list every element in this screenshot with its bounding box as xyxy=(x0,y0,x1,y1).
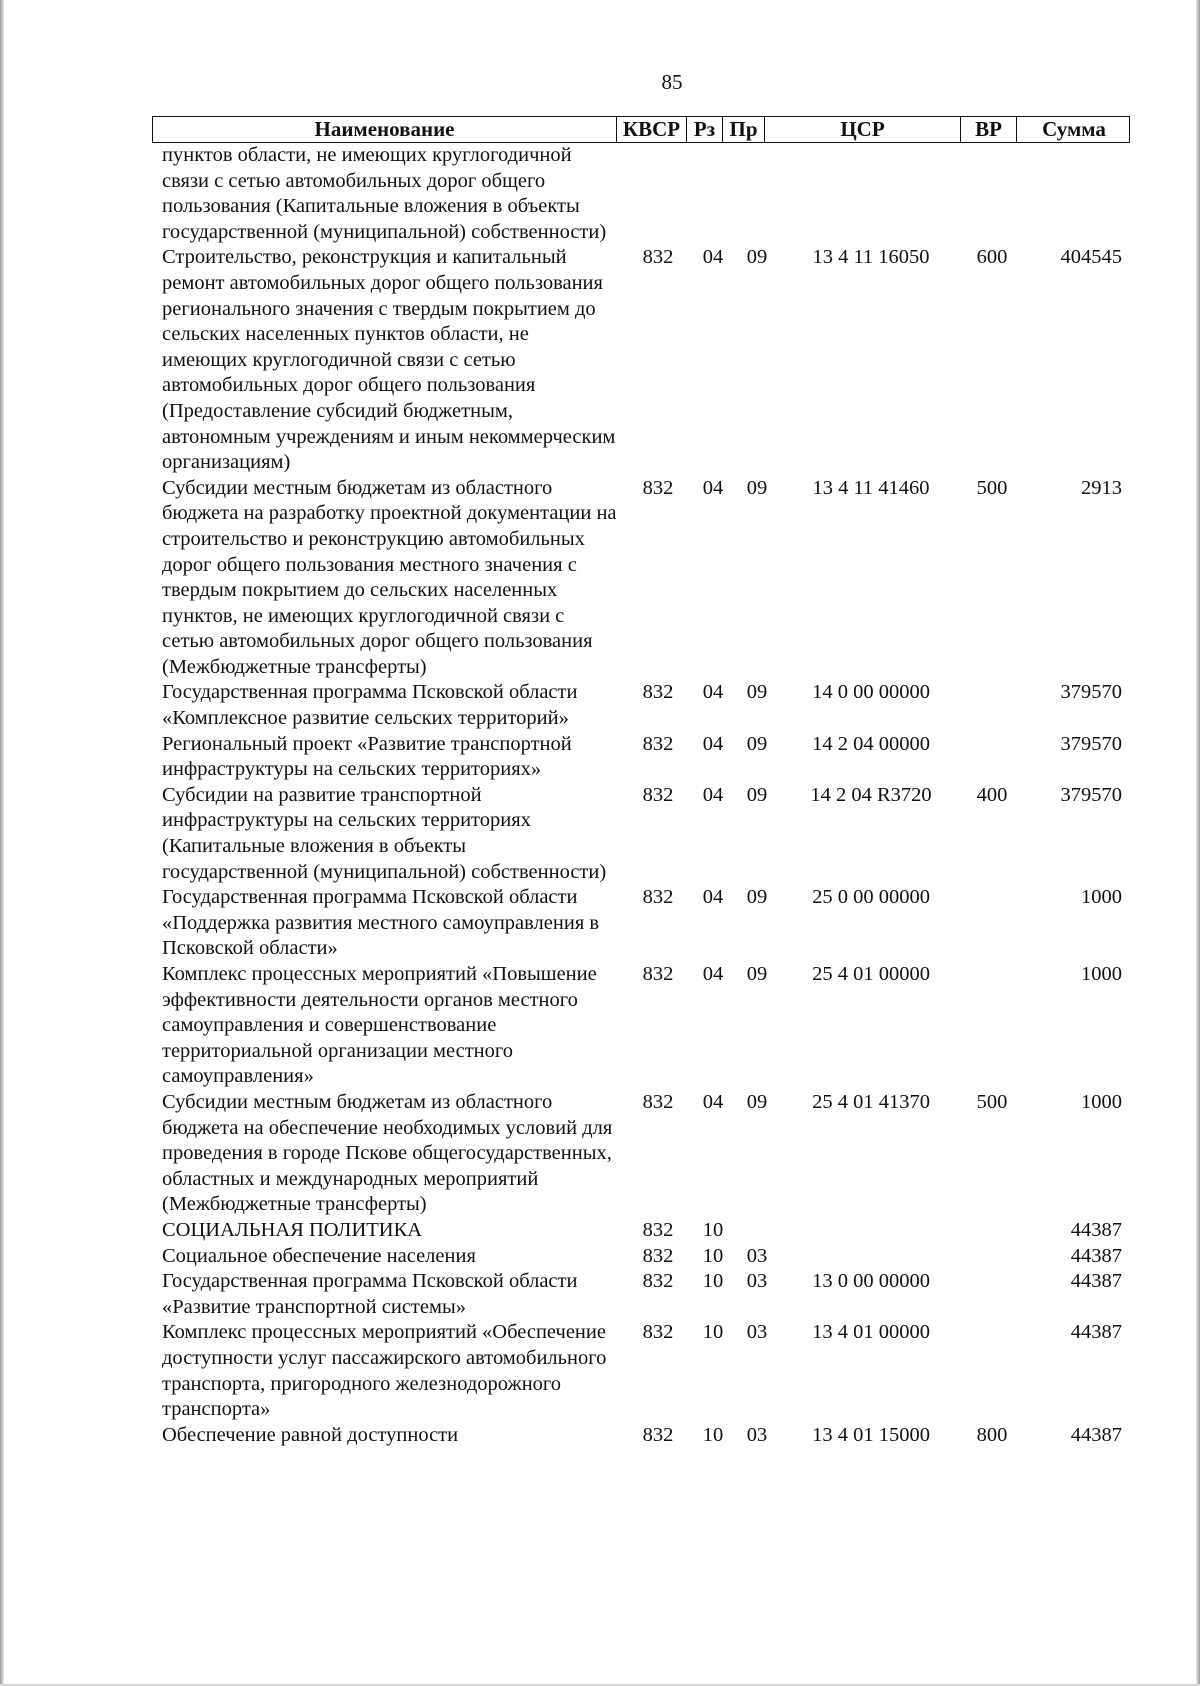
row-name: Субсидии местным бюджетам из областного бюджета на разработку проектной документации на строительство и реконструкцию автомобильных дорог общего пользования местного значения с твердым покрытием до сельских населенных пунктов, не имеющих круглогодичной связи с сетью автомобильных дорог общего пользования (Межбюджетные трансферты) xyxy=(162,476,617,678)
table-row xyxy=(0,680,1200,731)
table-row xyxy=(0,1269,1200,1320)
row-kvsr: 832 xyxy=(642,963,674,985)
table-row xyxy=(0,962,1200,1090)
table-row xyxy=(0,783,1200,885)
row-sum: 379570 xyxy=(1060,732,1122,755)
row-pr: 09 xyxy=(746,783,768,806)
row-csr: 13 0 00 00000 xyxy=(812,1270,930,1293)
header-rz: Рз xyxy=(687,117,723,142)
table-row xyxy=(0,143,1200,245)
row-pr: 09 xyxy=(746,732,768,755)
table-body xyxy=(0,143,1200,1448)
table-row xyxy=(0,1423,1200,1449)
row-vr: 600 xyxy=(976,246,1008,269)
row-name: Обеспечение равной доступности xyxy=(162,1423,459,1446)
row-pr: 09 xyxy=(746,963,768,985)
row-name: Строительство, реконструкция и капитальный ремонт автомобильных дорог общего пользования регионального значения с твердым покрытием до сельских населенных пунктов области, не имеющих круглогодичной связи с сетью автомобильных дорог общего пользования (Предоставление субсидий бюджетным, автономным учреждениям и иным некоммерческим организациям) xyxy=(162,246,616,474)
row-csr: 14 2 04 R3720 xyxy=(810,783,932,806)
row-rz: 10 xyxy=(702,1244,724,1267)
table-header xyxy=(152,116,1130,143)
header-kvsr: КВСР xyxy=(617,117,687,142)
row-rz: 04 xyxy=(702,732,724,755)
row-vr: 500 xyxy=(976,1090,1008,1113)
row-sum: 379570 xyxy=(1060,783,1122,806)
row-csr: 25 4 01 41370 xyxy=(812,1090,930,1113)
row-rz: 04 xyxy=(702,963,724,985)
row-name: Комплекс процессных мероприятий «Обеспечение доступности услуг пассажирского автомобильного транспорта, пригородного железнодорожного транспорта» xyxy=(162,1321,607,1421)
row-kvsr: 832 xyxy=(642,246,674,269)
row-csr: 25 0 00 00000 xyxy=(812,886,930,909)
row-name: Социальное обеспечение населения xyxy=(162,1244,476,1267)
row-pr: 03 xyxy=(746,1321,768,1344)
header-csr: ЦСР xyxy=(765,117,961,142)
table-row xyxy=(0,732,1200,783)
row-kvsr: 832 xyxy=(642,1090,674,1113)
row-pr: 09 xyxy=(746,246,768,269)
row-csr: 13 4 11 41460 xyxy=(812,476,930,499)
row-kvsr: 832 xyxy=(642,1244,674,1267)
row-name: Государственная программа Псковской области «Поддержка развития местного самоуправления в Псковской области» xyxy=(162,886,600,960)
row-kvsr: 832 xyxy=(642,783,674,806)
row-sum: 1000 xyxy=(1081,1090,1122,1113)
table-row xyxy=(0,245,1200,475)
row-rz: 10 xyxy=(702,1423,724,1446)
row-name: СОЦИАЛЬНАЯ ПОЛИТИКА xyxy=(162,1218,423,1241)
row-kvsr: 832 xyxy=(642,1321,674,1344)
row-pr: 09 xyxy=(746,1090,768,1113)
row-csr: 14 2 04 00000 xyxy=(812,732,930,755)
row-csr: 25 4 01 00000 xyxy=(812,963,930,985)
row-kvsr: 832 xyxy=(642,1270,674,1293)
row-pr: 09 xyxy=(746,681,768,704)
row-rz: 04 xyxy=(702,783,724,806)
row-rz: 04 xyxy=(702,1090,724,1113)
row-sum: 1000 xyxy=(1081,886,1122,909)
row-sum: 1000 xyxy=(1081,963,1122,985)
table-row xyxy=(0,1320,1200,1422)
row-csr: 14 0 00 00000 xyxy=(812,681,930,704)
row-pr: 03 xyxy=(746,1244,768,1267)
header-vr: ВР xyxy=(961,117,1017,142)
row-vr: 400 xyxy=(976,783,1008,806)
row-pr: 03 xyxy=(746,1423,768,1446)
row-name: пунктов области, не имеющих круглогодичной связи с сетью автомобильных дорог общего пользования (Капитальные вложения в объекты государственной (муниципальной) собственности) xyxy=(162,144,607,243)
row-rz: 04 xyxy=(702,246,724,269)
row-csr: 13 4 01 15000 xyxy=(812,1423,930,1446)
row-name: Государственная программа Псковской области «Комплексное развитие сельских территорий» xyxy=(162,681,578,730)
row-rz: 04 xyxy=(702,476,724,499)
row-pr: 09 xyxy=(746,476,768,499)
row-kvsr: 832 xyxy=(642,681,674,704)
row-kvsr: 832 xyxy=(642,1218,674,1241)
row-sum: 404545 xyxy=(1060,246,1122,269)
row-name: Комплекс процессных мероприятий «Повышение эффективности деятельности органов местного самоуправления и совершенствование территориальной организации местного самоуправления» xyxy=(162,963,597,1088)
row-sum: 44387 xyxy=(1070,1244,1122,1267)
header-sum: Сумма xyxy=(1042,117,1106,141)
row-kvsr: 832 xyxy=(642,732,674,755)
table-row xyxy=(0,1090,1200,1218)
row-vr: 500 xyxy=(976,476,1008,499)
row-name: Субсидии на развитие транспортной инфраструктуры на сельских территориях (Капитальные вложения в объекты государственной (муниципальной) собственности) xyxy=(162,783,607,883)
row-name: Государственная программа Псковской области «Развитие транспортной системы» xyxy=(162,1270,578,1318)
table-row xyxy=(0,476,1200,681)
header-pr: Пр xyxy=(723,117,765,142)
row-rz: 10 xyxy=(702,1270,724,1293)
table-row xyxy=(0,1244,1200,1270)
row-pr: 09 xyxy=(746,886,768,909)
table-row xyxy=(0,1218,1200,1244)
row-vr: 800 xyxy=(976,1423,1008,1446)
row-csr: 13 4 11 16050 xyxy=(812,246,930,269)
row-name: Региональный проект «Развитие транспортной инфраструктуры на сельских территориях» xyxy=(162,732,572,781)
table-row xyxy=(0,885,1200,962)
row-sum: 379570 xyxy=(1060,681,1122,704)
row-sum: 44387 xyxy=(1070,1218,1122,1241)
row-pr: 03 xyxy=(746,1270,768,1293)
row-rz: 10 xyxy=(702,1321,724,1344)
page-number: 85 xyxy=(661,70,683,94)
row-kvsr: 832 xyxy=(642,886,674,909)
row-kvsr: 832 xyxy=(642,1423,674,1446)
row-name: Субсидии местным бюджетам из областного бюджета на обеспечение необходимых условий для проведения в городе Пскове общегосударственных, областных и международных мероприятий (Межбюджетные трансферты) xyxy=(162,1090,613,1216)
row-sum: 2913 xyxy=(1081,476,1122,499)
row-sum: 44387 xyxy=(1070,1423,1122,1446)
row-sum: 44387 xyxy=(1070,1270,1122,1293)
row-rz: 04 xyxy=(702,681,724,704)
header-name: Наименование xyxy=(153,117,617,142)
row-csr: 13 4 01 00000 xyxy=(812,1321,930,1344)
row-rz: 04 xyxy=(702,886,724,909)
row-sum: 44387 xyxy=(1070,1321,1122,1344)
row-kvsr: 832 xyxy=(642,476,674,499)
row-rz: 10 xyxy=(702,1218,724,1241)
